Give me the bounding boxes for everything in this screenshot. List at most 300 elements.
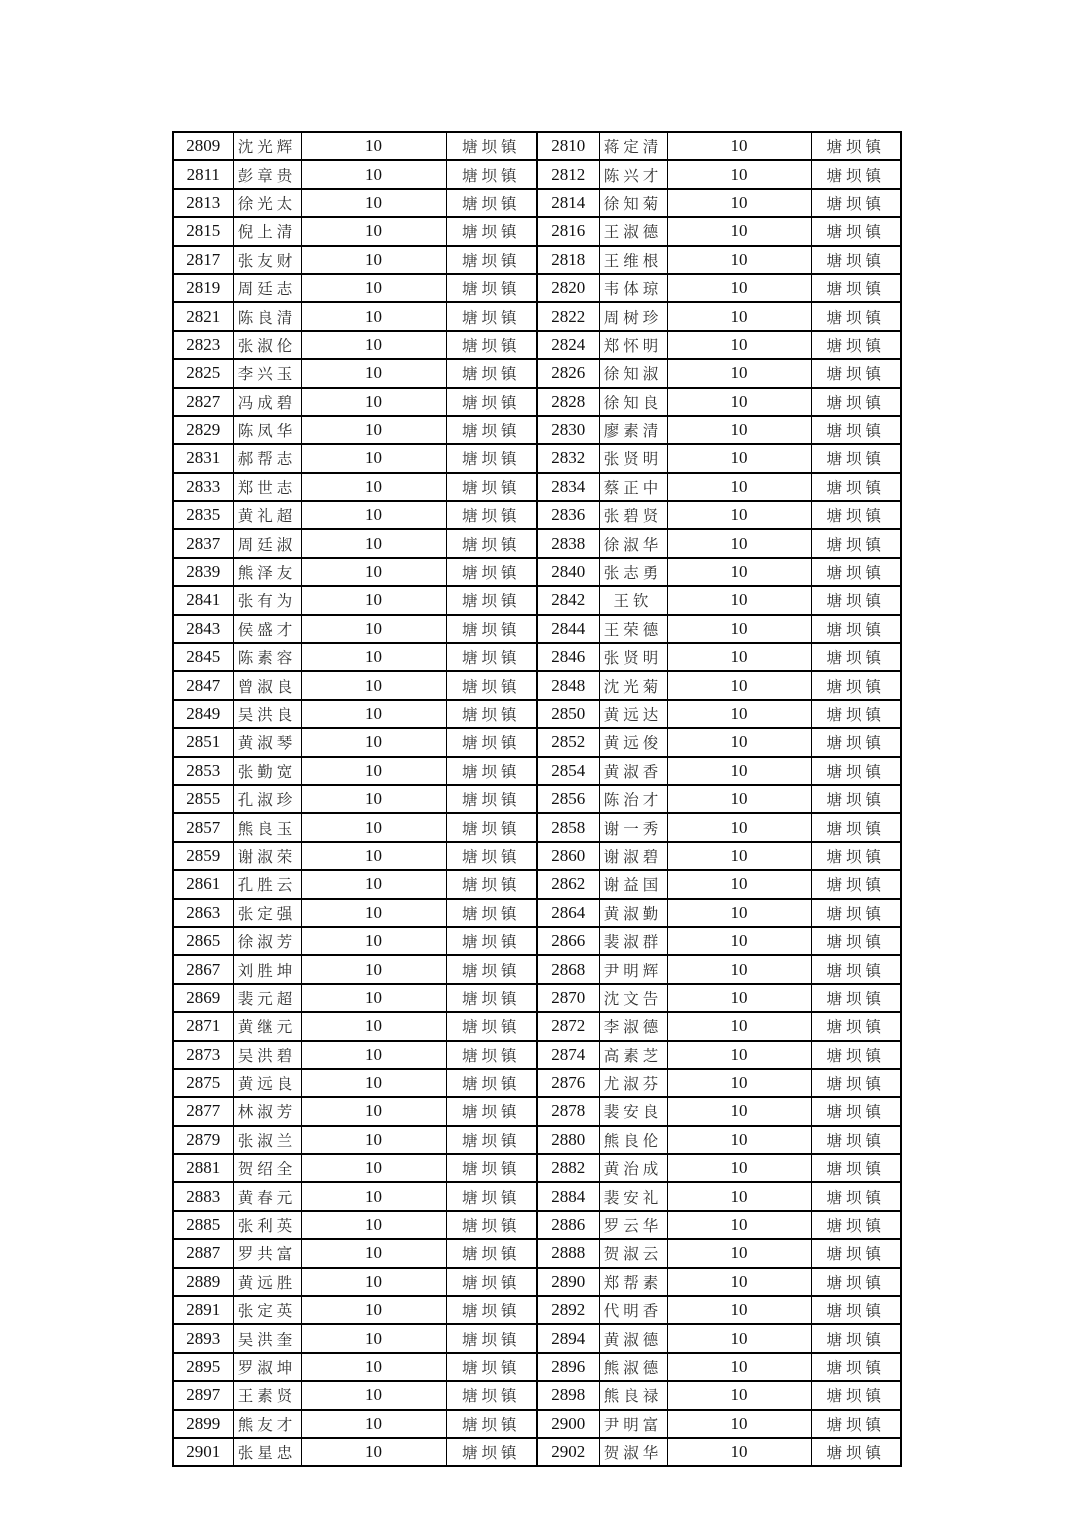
value-cell: 10 bbox=[667, 501, 811, 529]
table-row bbox=[173, 160, 901, 188]
serial-cell: 2851 bbox=[173, 728, 233, 756]
table-row bbox=[173, 416, 901, 444]
value-cell: 10 bbox=[667, 1438, 811, 1466]
name-cell: 黄淑琴 bbox=[233, 728, 301, 756]
name-cell: 张淑兰 bbox=[233, 1126, 301, 1154]
name-cell: 张友财 bbox=[233, 246, 301, 274]
town-cell: 塘坝镇 bbox=[446, 558, 537, 586]
value-cell: 10 bbox=[301, 388, 446, 416]
name-cell: 林淑芳 bbox=[233, 1097, 301, 1125]
serial-cell: 2897 bbox=[173, 1381, 233, 1409]
serial-cell: 2875 bbox=[173, 1069, 233, 1097]
name-cell: 彭章贵 bbox=[233, 160, 301, 188]
serial-cell: 2846 bbox=[537, 643, 599, 671]
town-cell: 塘坝镇 bbox=[811, 1324, 901, 1352]
serial-cell: 2891 bbox=[173, 1296, 233, 1324]
value-cell: 10 bbox=[301, 444, 446, 472]
table-row bbox=[173, 1041, 901, 1069]
name-cell: 熊友才 bbox=[233, 1410, 301, 1438]
serial-cell: 2893 bbox=[173, 1324, 233, 1352]
value-cell: 10 bbox=[667, 331, 811, 359]
value-cell: 10 bbox=[667, 700, 811, 728]
value-cell: 10 bbox=[667, 757, 811, 785]
town-cell: 塘坝镇 bbox=[446, 671, 537, 699]
value-cell: 10 bbox=[667, 189, 811, 217]
name-cell: 张有为 bbox=[233, 586, 301, 614]
value-cell: 10 bbox=[667, 160, 811, 188]
serial-cell: 2836 bbox=[537, 501, 599, 529]
town-cell: 塘坝镇 bbox=[446, 1126, 537, 1154]
name-cell: 蒋定清 bbox=[599, 132, 667, 160]
serial-cell: 2809 bbox=[173, 132, 233, 160]
name-cell: 熊良禄 bbox=[599, 1381, 667, 1409]
name-cell: 裴安良 bbox=[599, 1097, 667, 1125]
town-cell: 塘坝镇 bbox=[811, 1239, 901, 1267]
town-cell: 塘坝镇 bbox=[811, 586, 901, 614]
value-cell: 10 bbox=[301, 586, 446, 614]
town-cell: 塘坝镇 bbox=[811, 246, 901, 274]
value-cell: 10 bbox=[301, 217, 446, 245]
serial-cell: 2858 bbox=[537, 813, 599, 841]
name-cell: 裴安礼 bbox=[599, 1182, 667, 1210]
name-cell: 周廷淑 bbox=[233, 529, 301, 557]
serial-cell: 2868 bbox=[537, 955, 599, 983]
name-cell: 罗共富 bbox=[233, 1239, 301, 1267]
name-cell: 张星忠 bbox=[233, 1438, 301, 1466]
value-cell: 10 bbox=[667, 615, 811, 643]
table-row bbox=[173, 246, 901, 274]
town-cell: 塘坝镇 bbox=[446, 1353, 537, 1381]
value-cell: 10 bbox=[301, 246, 446, 274]
name-cell: 孔胜云 bbox=[233, 870, 301, 898]
serial-cell: 2882 bbox=[537, 1154, 599, 1182]
value-cell: 10 bbox=[301, 1296, 446, 1324]
table-row bbox=[173, 728, 901, 756]
name-cell: 陈良清 bbox=[233, 302, 301, 330]
value-cell: 10 bbox=[667, 1211, 811, 1239]
town-cell: 塘坝镇 bbox=[811, 1211, 901, 1239]
serial-cell: 2880 bbox=[537, 1126, 599, 1154]
town-cell: 塘坝镇 bbox=[446, 1097, 537, 1125]
town-cell: 塘坝镇 bbox=[811, 444, 901, 472]
value-cell: 10 bbox=[667, 473, 811, 501]
table-row bbox=[173, 274, 901, 302]
table-row bbox=[173, 1154, 901, 1182]
value-cell: 10 bbox=[301, 473, 446, 501]
name-cell: 郑怀明 bbox=[599, 331, 667, 359]
name-cell: 黄淑德 bbox=[599, 1324, 667, 1352]
town-cell: 塘坝镇 bbox=[811, 160, 901, 188]
serial-cell: 2862 bbox=[537, 870, 599, 898]
table-row bbox=[173, 870, 901, 898]
table-row bbox=[173, 1296, 901, 1324]
serial-cell: 2843 bbox=[173, 615, 233, 643]
value-cell: 10 bbox=[667, 246, 811, 274]
serial-cell: 2866 bbox=[537, 927, 599, 955]
value-cell: 10 bbox=[301, 558, 446, 586]
name-cell: 周廷志 bbox=[233, 274, 301, 302]
table-row bbox=[173, 785, 901, 813]
table-row bbox=[173, 1097, 901, 1125]
town-cell: 塘坝镇 bbox=[811, 1126, 901, 1154]
table-row bbox=[173, 1410, 901, 1438]
value-cell: 10 bbox=[667, 1041, 811, 1069]
serial-cell: 2879 bbox=[173, 1126, 233, 1154]
serial-cell: 2821 bbox=[173, 302, 233, 330]
serial-cell: 2831 bbox=[173, 444, 233, 472]
serial-cell: 2871 bbox=[173, 1012, 233, 1040]
table-row bbox=[173, 813, 901, 841]
value-cell: 10 bbox=[301, 728, 446, 756]
name-cell: 冯成碧 bbox=[233, 388, 301, 416]
value-cell: 10 bbox=[301, 274, 446, 302]
table-row bbox=[173, 643, 901, 671]
serial-cell: 2837 bbox=[173, 529, 233, 557]
town-cell: 塘坝镇 bbox=[811, 842, 901, 870]
table-row bbox=[173, 1069, 901, 1097]
town-cell: 塘坝镇 bbox=[811, 331, 901, 359]
value-cell: 10 bbox=[667, 1069, 811, 1097]
town-cell: 塘坝镇 bbox=[446, 1211, 537, 1239]
value-cell: 10 bbox=[301, 813, 446, 841]
serial-cell: 2881 bbox=[173, 1154, 233, 1182]
value-cell: 10 bbox=[667, 1012, 811, 1040]
serial-cell: 2892 bbox=[537, 1296, 599, 1324]
town-cell: 塘坝镇 bbox=[446, 1324, 537, 1352]
value-cell: 10 bbox=[301, 785, 446, 813]
name-cell: 吴洪碧 bbox=[233, 1041, 301, 1069]
serial-cell: 2861 bbox=[173, 870, 233, 898]
name-cell: 张勤宽 bbox=[233, 757, 301, 785]
name-cell: 高素芝 bbox=[599, 1041, 667, 1069]
town-cell: 塘坝镇 bbox=[446, 757, 537, 785]
serial-cell: 2818 bbox=[537, 246, 599, 274]
serial-cell: 2848 bbox=[537, 671, 599, 699]
value-cell: 10 bbox=[667, 444, 811, 472]
town-cell: 塘坝镇 bbox=[811, 813, 901, 841]
value-cell: 10 bbox=[667, 1154, 811, 1182]
serial-cell: 2886 bbox=[537, 1211, 599, 1239]
serial-cell: 2849 bbox=[173, 700, 233, 728]
serial-cell: 2878 bbox=[537, 1097, 599, 1125]
serial-cell: 2832 bbox=[537, 444, 599, 472]
town-cell: 塘坝镇 bbox=[811, 132, 901, 160]
name-cell: 廖素清 bbox=[599, 416, 667, 444]
name-cell: 贺绍全 bbox=[233, 1154, 301, 1182]
value-cell: 10 bbox=[667, 842, 811, 870]
value-cell: 10 bbox=[301, 700, 446, 728]
town-cell: 塘坝镇 bbox=[446, 501, 537, 529]
value-cell: 10 bbox=[667, 1353, 811, 1381]
value-cell: 10 bbox=[301, 1154, 446, 1182]
serial-cell: 2901 bbox=[173, 1438, 233, 1466]
name-cell: 周树珍 bbox=[599, 302, 667, 330]
value-cell: 10 bbox=[301, 1410, 446, 1438]
value-cell: 10 bbox=[301, 189, 446, 217]
name-cell: 贺淑华 bbox=[599, 1438, 667, 1466]
name-cell: 谢淑碧 bbox=[599, 842, 667, 870]
town-cell: 塘坝镇 bbox=[446, 132, 537, 160]
town-cell: 塘坝镇 bbox=[446, 246, 537, 274]
value-cell: 10 bbox=[301, 842, 446, 870]
name-cell: 吴洪奎 bbox=[233, 1324, 301, 1352]
table-row bbox=[173, 842, 901, 870]
name-cell: 徐知菊 bbox=[599, 189, 667, 217]
town-cell: 塘坝镇 bbox=[446, 842, 537, 870]
serial-cell: 2813 bbox=[173, 189, 233, 217]
table-row bbox=[173, 529, 901, 557]
serial-cell: 2889 bbox=[173, 1268, 233, 1296]
town-cell: 塘坝镇 bbox=[811, 757, 901, 785]
town-cell: 塘坝镇 bbox=[446, 1182, 537, 1210]
value-cell: 10 bbox=[667, 1268, 811, 1296]
value-cell: 10 bbox=[301, 615, 446, 643]
value-cell: 10 bbox=[301, 899, 446, 927]
name-cell: 尹明辉 bbox=[599, 955, 667, 983]
table-row bbox=[173, 757, 901, 785]
value-cell: 10 bbox=[301, 870, 446, 898]
serial-cell: 2834 bbox=[537, 473, 599, 501]
table-row bbox=[173, 955, 901, 983]
town-cell: 塘坝镇 bbox=[446, 274, 537, 302]
value-cell: 10 bbox=[667, 274, 811, 302]
name-cell: 黄远良 bbox=[233, 1069, 301, 1097]
serial-cell: 2814 bbox=[537, 189, 599, 217]
town-cell: 塘坝镇 bbox=[446, 728, 537, 756]
serial-cell: 2811 bbox=[173, 160, 233, 188]
town-cell: 塘坝镇 bbox=[811, 1438, 901, 1466]
name-cell: 徐淑华 bbox=[599, 529, 667, 557]
town-cell: 塘坝镇 bbox=[811, 1154, 901, 1182]
town-cell: 塘坝镇 bbox=[811, 615, 901, 643]
name-cell: 陈兴才 bbox=[599, 160, 667, 188]
table-row bbox=[173, 586, 901, 614]
table-row bbox=[173, 473, 901, 501]
town-cell: 塘坝镇 bbox=[446, 444, 537, 472]
serial-cell: 2900 bbox=[537, 1410, 599, 1438]
serial-cell: 2819 bbox=[173, 274, 233, 302]
name-cell: 张志勇 bbox=[599, 558, 667, 586]
serial-cell: 2860 bbox=[537, 842, 599, 870]
name-cell: 张贤明 bbox=[599, 643, 667, 671]
town-cell: 塘坝镇 bbox=[811, 416, 901, 444]
serial-cell: 2884 bbox=[537, 1182, 599, 1210]
town-cell: 塘坝镇 bbox=[446, 785, 537, 813]
value-cell: 10 bbox=[301, 1268, 446, 1296]
table-row bbox=[173, 444, 901, 472]
name-cell: 熊泽友 bbox=[233, 558, 301, 586]
table-row bbox=[173, 615, 901, 643]
serial-cell: 2830 bbox=[537, 416, 599, 444]
value-cell: 10 bbox=[667, 132, 811, 160]
serial-cell: 2883 bbox=[173, 1182, 233, 1210]
value-cell: 10 bbox=[301, 359, 446, 387]
town-cell: 塘坝镇 bbox=[811, 1296, 901, 1324]
serial-cell: 2817 bbox=[173, 246, 233, 274]
value-cell: 10 bbox=[667, 1182, 811, 1210]
value-cell: 10 bbox=[667, 217, 811, 245]
serial-cell: 2877 bbox=[173, 1097, 233, 1125]
town-cell: 塘坝镇 bbox=[811, 1410, 901, 1438]
table-row bbox=[173, 1381, 901, 1409]
name-cell: 徐淑芳 bbox=[233, 927, 301, 955]
town-cell: 塘坝镇 bbox=[811, 388, 901, 416]
name-cell: 刘胜坤 bbox=[233, 955, 301, 983]
town-cell: 塘坝镇 bbox=[811, 302, 901, 330]
table-row bbox=[173, 984, 901, 1012]
town-cell: 塘坝镇 bbox=[446, 302, 537, 330]
name-cell: 罗云华 bbox=[599, 1211, 667, 1239]
name-cell: 曾淑良 bbox=[233, 671, 301, 699]
town-cell: 塘坝镇 bbox=[811, 217, 901, 245]
serial-cell: 2826 bbox=[537, 359, 599, 387]
town-cell: 塘坝镇 bbox=[811, 728, 901, 756]
name-cell: 郑世志 bbox=[233, 473, 301, 501]
value-cell: 10 bbox=[667, 927, 811, 955]
name-cell: 代明香 bbox=[599, 1296, 667, 1324]
name-cell: 黄礼超 bbox=[233, 501, 301, 529]
serial-cell: 2876 bbox=[537, 1069, 599, 1097]
value-cell: 10 bbox=[667, 1126, 811, 1154]
serial-cell: 2870 bbox=[537, 984, 599, 1012]
serial-cell: 2825 bbox=[173, 359, 233, 387]
serial-cell: 2852 bbox=[537, 728, 599, 756]
name-cell: 陈治才 bbox=[599, 785, 667, 813]
serial-cell: 2835 bbox=[173, 501, 233, 529]
table-row bbox=[173, 217, 901, 245]
serial-cell: 2873 bbox=[173, 1041, 233, 1069]
town-cell: 塘坝镇 bbox=[446, 643, 537, 671]
town-cell: 塘坝镇 bbox=[811, 558, 901, 586]
serial-cell: 2828 bbox=[537, 388, 599, 416]
town-cell: 塘坝镇 bbox=[446, 615, 537, 643]
serial-cell: 2885 bbox=[173, 1211, 233, 1239]
town-cell: 塘坝镇 bbox=[446, 870, 537, 898]
serial-cell: 2874 bbox=[537, 1041, 599, 1069]
name-cell: 黄淑勤 bbox=[599, 899, 667, 927]
town-cell: 塘坝镇 bbox=[811, 927, 901, 955]
table-row bbox=[173, 359, 901, 387]
serial-cell: 2810 bbox=[537, 132, 599, 160]
table-row bbox=[173, 899, 901, 927]
town-cell: 塘坝镇 bbox=[811, 1353, 901, 1381]
name-cell: 熊良玉 bbox=[233, 813, 301, 841]
name-cell: 张贤明 bbox=[599, 444, 667, 472]
serial-cell: 2844 bbox=[537, 615, 599, 643]
name-cell: 韦体琼 bbox=[599, 274, 667, 302]
town-cell: 塘坝镇 bbox=[446, 1069, 537, 1097]
serial-cell: 2816 bbox=[537, 217, 599, 245]
name-cell: 陈素容 bbox=[233, 643, 301, 671]
value-cell: 10 bbox=[667, 1381, 811, 1409]
serial-cell: 2895 bbox=[173, 1353, 233, 1381]
serial-cell: 2854 bbox=[537, 757, 599, 785]
value-cell: 10 bbox=[301, 416, 446, 444]
value-cell: 10 bbox=[667, 643, 811, 671]
town-cell: 塘坝镇 bbox=[811, 1182, 901, 1210]
value-cell: 10 bbox=[301, 160, 446, 188]
value-cell: 10 bbox=[301, 1182, 446, 1210]
table-row bbox=[173, 302, 901, 330]
town-cell: 塘坝镇 bbox=[446, 1012, 537, 1040]
value-cell: 10 bbox=[301, 1239, 446, 1267]
value-cell: 10 bbox=[667, 558, 811, 586]
town-cell: 塘坝镇 bbox=[446, 927, 537, 955]
serial-cell: 2864 bbox=[537, 899, 599, 927]
value-cell: 10 bbox=[301, 501, 446, 529]
town-cell: 塘坝镇 bbox=[446, 331, 537, 359]
town-cell: 塘坝镇 bbox=[811, 473, 901, 501]
name-cell: 罗淑坤 bbox=[233, 1353, 301, 1381]
town-cell: 塘坝镇 bbox=[811, 700, 901, 728]
town-cell: 塘坝镇 bbox=[446, 1154, 537, 1182]
name-cell: 沈文告 bbox=[599, 984, 667, 1012]
value-cell: 10 bbox=[667, 302, 811, 330]
name-cell: 谢淑荣 bbox=[233, 842, 301, 870]
value-cell: 10 bbox=[667, 984, 811, 1012]
town-cell: 塘坝镇 bbox=[446, 1410, 537, 1438]
value-cell: 10 bbox=[667, 899, 811, 927]
value-cell: 10 bbox=[667, 586, 811, 614]
value-cell: 10 bbox=[301, 984, 446, 1012]
table-row bbox=[173, 1268, 901, 1296]
name-cell: 黄远俊 bbox=[599, 728, 667, 756]
town-cell: 塘坝镇 bbox=[811, 1041, 901, 1069]
serial-cell: 2859 bbox=[173, 842, 233, 870]
name-cell: 孔淑珍 bbox=[233, 785, 301, 813]
table-row bbox=[173, 132, 901, 160]
town-cell: 塘坝镇 bbox=[446, 529, 537, 557]
serial-cell: 2898 bbox=[537, 1381, 599, 1409]
value-cell: 10 bbox=[667, 1097, 811, 1125]
table-row bbox=[173, 1438, 901, 1466]
serial-cell: 2865 bbox=[173, 927, 233, 955]
serial-cell: 2823 bbox=[173, 331, 233, 359]
serial-cell: 2894 bbox=[537, 1324, 599, 1352]
value-cell: 10 bbox=[301, 1126, 446, 1154]
town-cell: 塘坝镇 bbox=[811, 359, 901, 387]
serial-cell: 2845 bbox=[173, 643, 233, 671]
serial-cell: 2820 bbox=[537, 274, 599, 302]
name-cell: 裴淑群 bbox=[599, 927, 667, 955]
value-cell: 10 bbox=[667, 1410, 811, 1438]
value-cell: 10 bbox=[301, 529, 446, 557]
value-cell: 10 bbox=[667, 529, 811, 557]
serial-cell: 2827 bbox=[173, 388, 233, 416]
value-cell: 10 bbox=[667, 1296, 811, 1324]
value-cell: 10 bbox=[667, 955, 811, 983]
name-cell: 沈光辉 bbox=[233, 132, 301, 160]
table-row bbox=[173, 1239, 901, 1267]
value-cell: 10 bbox=[667, 785, 811, 813]
value-cell: 10 bbox=[667, 416, 811, 444]
serial-cell: 2824 bbox=[537, 331, 599, 359]
name-cell: 李淑德 bbox=[599, 1012, 667, 1040]
name-cell: 陈凤华 bbox=[233, 416, 301, 444]
town-cell: 塘坝镇 bbox=[811, 1069, 901, 1097]
town-cell: 塘坝镇 bbox=[811, 1012, 901, 1040]
serial-cell: 2887 bbox=[173, 1239, 233, 1267]
value-cell: 10 bbox=[667, 813, 811, 841]
serial-cell: 2838 bbox=[537, 529, 599, 557]
name-cell: 王钦 bbox=[599, 586, 667, 614]
name-cell: 黄淑香 bbox=[599, 757, 667, 785]
table-row bbox=[173, 558, 901, 586]
name-roster-table-body bbox=[173, 132, 901, 1466]
value-cell: 10 bbox=[667, 671, 811, 699]
value-cell: 10 bbox=[301, 757, 446, 785]
town-cell: 塘坝镇 bbox=[811, 899, 901, 927]
